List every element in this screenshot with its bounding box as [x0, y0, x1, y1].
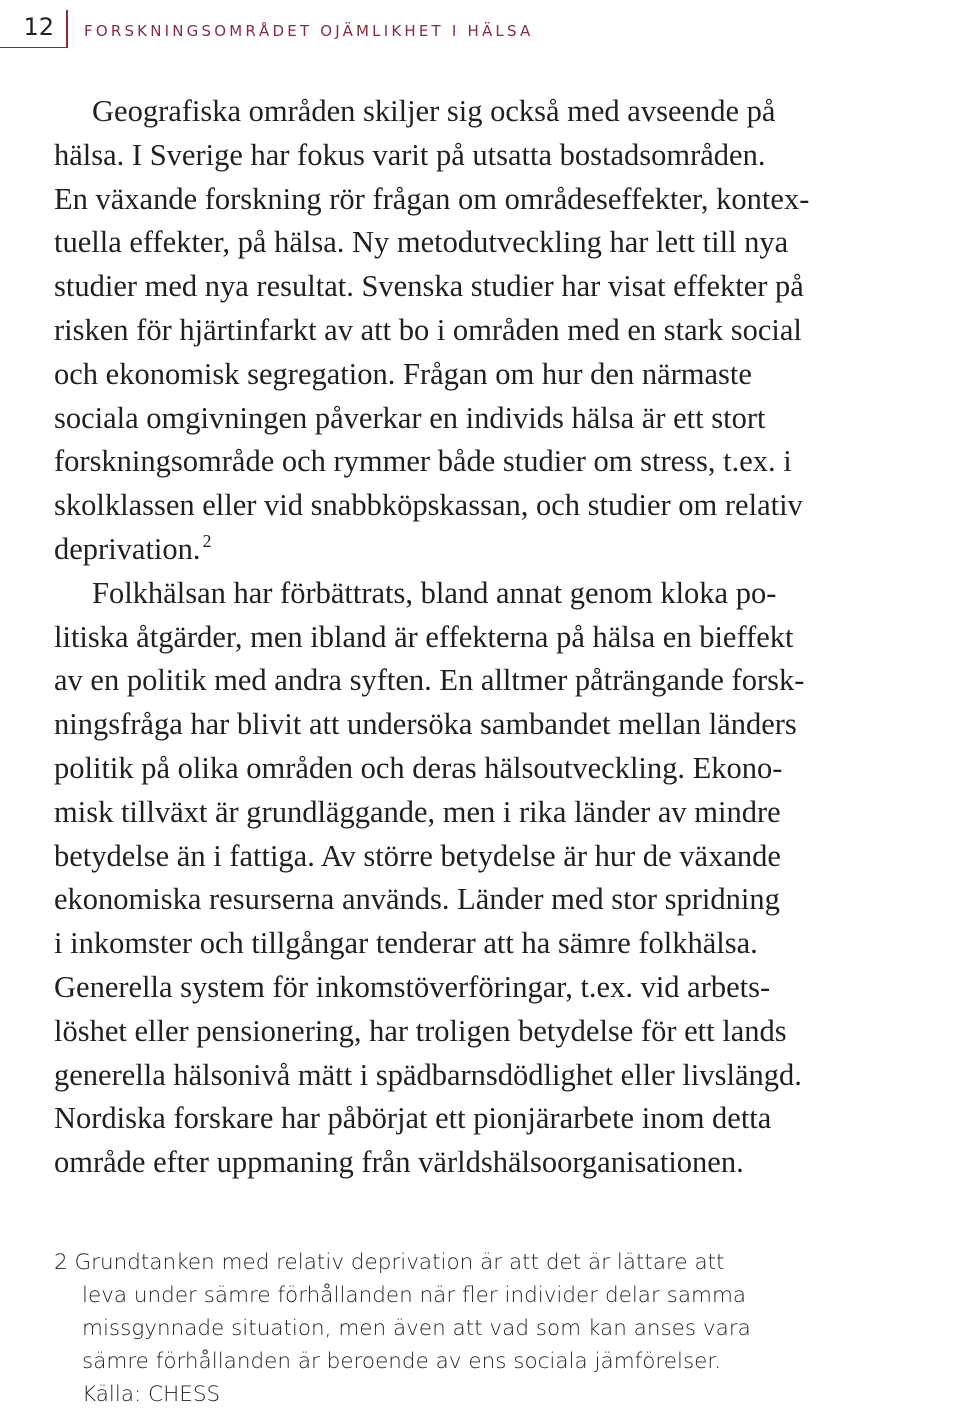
text-line: Generella system för inkomstöverföringar, t.ex. vid arbets-	[54, 969, 771, 1004]
text-line: Geografiska områden skiljer sig också med avseende på	[92, 94, 776, 128]
footnote-line: sämre förhållanden är beroende av ens sociala jämförelser.	[82, 1349, 722, 1374]
text-line: av en politik med andra syften. En alltmer påträngande forsk-	[54, 663, 805, 698]
text-line: forskningsområde och rymmer både studier om stress, t.ex. i	[54, 444, 792, 479]
text-line: misk tillväxt är grundläggande, men i rika länder av mindre	[54, 794, 781, 829]
text-line: hälsa. I Sverige har fokus varit på utsatta bostadsområden.	[54, 137, 766, 172]
paragraph-1	[54, 90, 960, 572]
footnote-line: 2 Grundtanken med relativ deprivation är att det är lättare att	[54, 1250, 725, 1275]
running-head: FORSKNINGSOMRÅDET OJÄMLIKHET I HÄLSA	[84, 22, 534, 40]
text-line: löshet eller pensionering, har troligen betydelse för ett lands	[54, 1013, 787, 1048]
text-line: i inkomster och tillgångar tenderar att ha sämre folkhälsa.	[54, 926, 758, 961]
page-number: 12	[0, 10, 66, 48]
text-line: litiska åtgärder, men ibland är effekterna på hälsa en bieffekt	[54, 619, 794, 654]
text-line: ekonomiska resurserna används. Länder med stor spridning	[54, 882, 780, 917]
text-line: och ekonomisk segregation. Frågan om hur den närmaste	[54, 356, 752, 391]
text-line: risken för hjärtinfarkt av att bo i områden med en stark social	[54, 312, 802, 347]
footnote	[54, 1246, 934, 1411]
text-line: politik på olika områden och deras hälsoutveckling. Ekono-	[54, 750, 783, 785]
text-line: område efter uppmaning från världshälsoorganisationen.	[54, 1145, 744, 1180]
text-line-content: deprivation.	[54, 531, 201, 566]
text-line: generella hälsonivå mätt i spädbarnsdödlighet eller livslängd.	[54, 1057, 802, 1092]
text-line: sociala omgivningen påverkar en individs hälsa är ett stort	[54, 400, 766, 435]
text-line: tuella effekter, på hälsa. Ny metodutveckling har lett till nya	[54, 225, 789, 260]
footnote-line: leva under sämre förhållanden när fler individer delar samma	[82, 1283, 747, 1308]
page-header	[0, 0, 960, 52]
text-line: Nordiska forskare har påbörjat ett pionjärarbete inom detta	[54, 1101, 772, 1136]
text-line: betydelse än i fattiga. Av större betydelse är hur de växande	[54, 838, 781, 873]
text-line: Folkhälsan har förbättrats, bland annat genom kloka po-	[92, 575, 777, 610]
body-text	[54, 90, 960, 1185]
text-line: skolklassen eller vid snabbköpskassan, och studier om relativ	[54, 488, 803, 523]
header-divider	[66, 10, 68, 48]
footnote-source: Källa: CHESS	[82, 1382, 221, 1407]
footnote-line: missgynnade situation, men även att vad som kan anses vara	[82, 1316, 751, 1341]
text-line	[54, 528, 960, 572]
text-line: En växande forskning rör frågan om områdeseffekter, kontex-	[54, 181, 810, 216]
text-line: studier med nya resultat. Svenska studier har visat effekter på	[54, 269, 804, 304]
footnote-reference[interactable]: 2	[202, 530, 212, 551]
text-line: ningsfråga har blivit att undersöka sambandet mellan länders	[54, 707, 797, 742]
paragraph-2	[54, 572, 960, 1185]
